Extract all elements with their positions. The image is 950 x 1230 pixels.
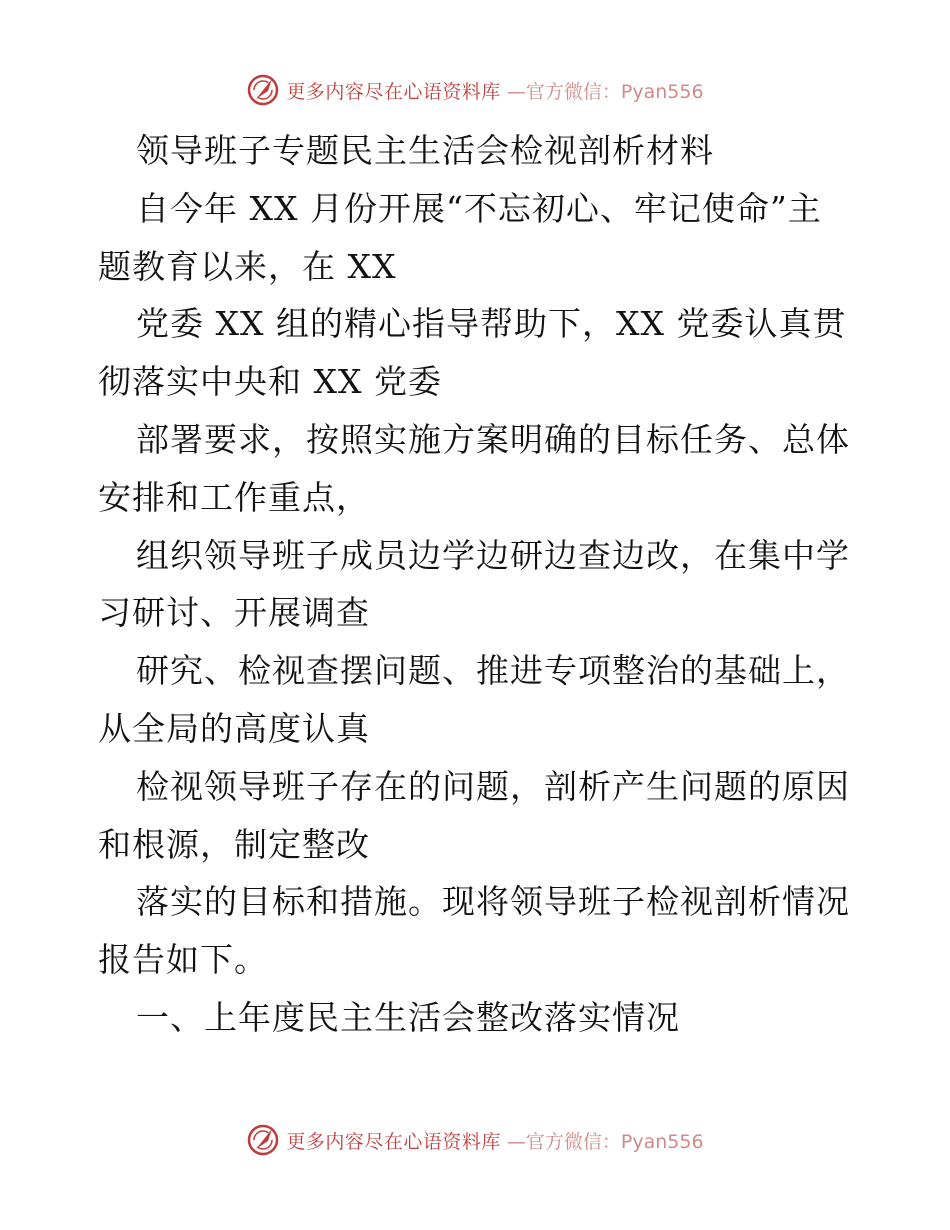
paragraph-line: 从全局的高度认真 (98, 708, 370, 748)
watermark-header (0, 70, 950, 110)
watermark-footer (0, 1120, 950, 1160)
paragraph-line: 落实的目标和措施。现将领导班子检视剖析情况 (136, 882, 850, 922)
paragraph-line: 题教育以来，在 XX (98, 246, 397, 286)
paragraph-line: 研究、检视查摆问题、推进专项整治的基础上， (136, 651, 850, 691)
quill-logo-icon (246, 1123, 280, 1157)
watermark-site-text: 更多内容尽在心语资料库 (286, 80, 501, 103)
watermark-contact-text: —官方微信：Pyan556 (506, 80, 704, 103)
paragraph-line: 习研讨、开展调查 (98, 593, 370, 633)
paragraph-line: 组织领导班子成员边学边研边查边改，在集中学 (136, 535, 850, 575)
paragraph-line: 自今年 XX 月份开展“不忘初心、牢记使命”主 (136, 188, 822, 228)
document-title: 领导班子专题民主生活会检视剖析材料 (136, 131, 714, 170)
paragraph-line: 检视领导班子存在的问题，剖析产生问题的原因 (136, 766, 850, 806)
paragraph-line: 彻落实中央和 XX 党委 (98, 362, 442, 402)
section-heading: 一、上年度民主生活会整改落实情况 (136, 997, 680, 1037)
watermark-contact-text: —官方微信：Pyan556 (506, 1130, 704, 1153)
watermark-site-text: 更多内容尽在心语资料库 (286, 1130, 501, 1153)
document-body (98, 122, 858, 1047)
paragraph-line: 部署要求，按照实施方案明确的目标任务、总体 (136, 419, 850, 459)
paragraph-line: 党委 XX 组的精心指导帮助下，XX 党委认真贯 (136, 304, 847, 344)
paragraph-line: 报告如下。 (98, 940, 268, 980)
paragraph-line: 和根源，制定整改 (98, 824, 370, 864)
quill-logo-icon (246, 73, 280, 107)
paragraph-line: 安排和工作重点， (98, 477, 370, 517)
